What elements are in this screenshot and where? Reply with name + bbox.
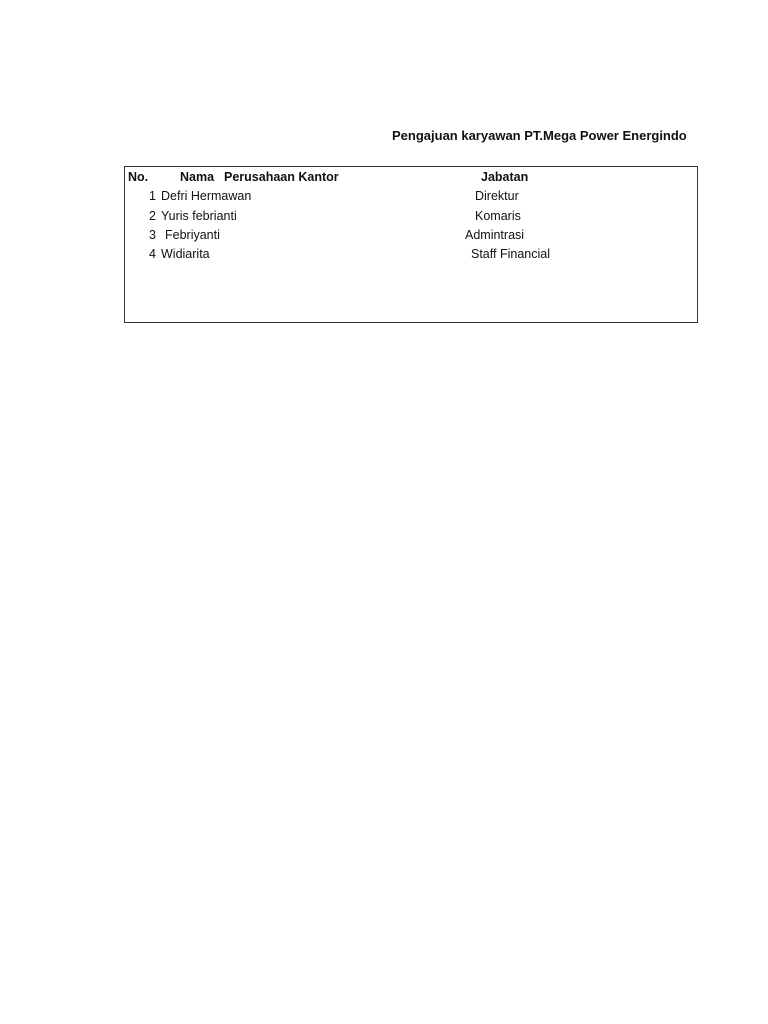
row-3-nama: Febriyanti — [165, 228, 220, 242]
header-perusahaan-kantor: Perusahaan Kantor — [224, 170, 339, 184]
row-4-nama: Widiarita — [161, 247, 210, 261]
row-3-no: 3 — [149, 228, 156, 242]
document-title: Pengajuan karyawan PT.Mega Power Energindo — [392, 128, 687, 143]
row-2-nama: Yuris febrianti — [161, 209, 237, 223]
row-3-jabatan: Admintrasi — [465, 228, 525, 242]
header-no: No. — [128, 170, 149, 184]
row-4-jabatan: Staff Financial — [471, 247, 550, 261]
row-1-no: 1 — [149, 189, 156, 203]
header-nama: Nama — [180, 170, 215, 184]
row-2-no: 2 — [149, 209, 156, 223]
employee-table — [124, 166, 698, 323]
row-1-jabatan: Direktur — [475, 189, 519, 203]
header-jabatan: Jabatan — [481, 170, 529, 184]
row-4-no: 4 — [149, 247, 156, 261]
row-2-jabatan: Komaris — [475, 209, 521, 223]
row-1-nama: Defri Hermawan — [161, 189, 252, 203]
